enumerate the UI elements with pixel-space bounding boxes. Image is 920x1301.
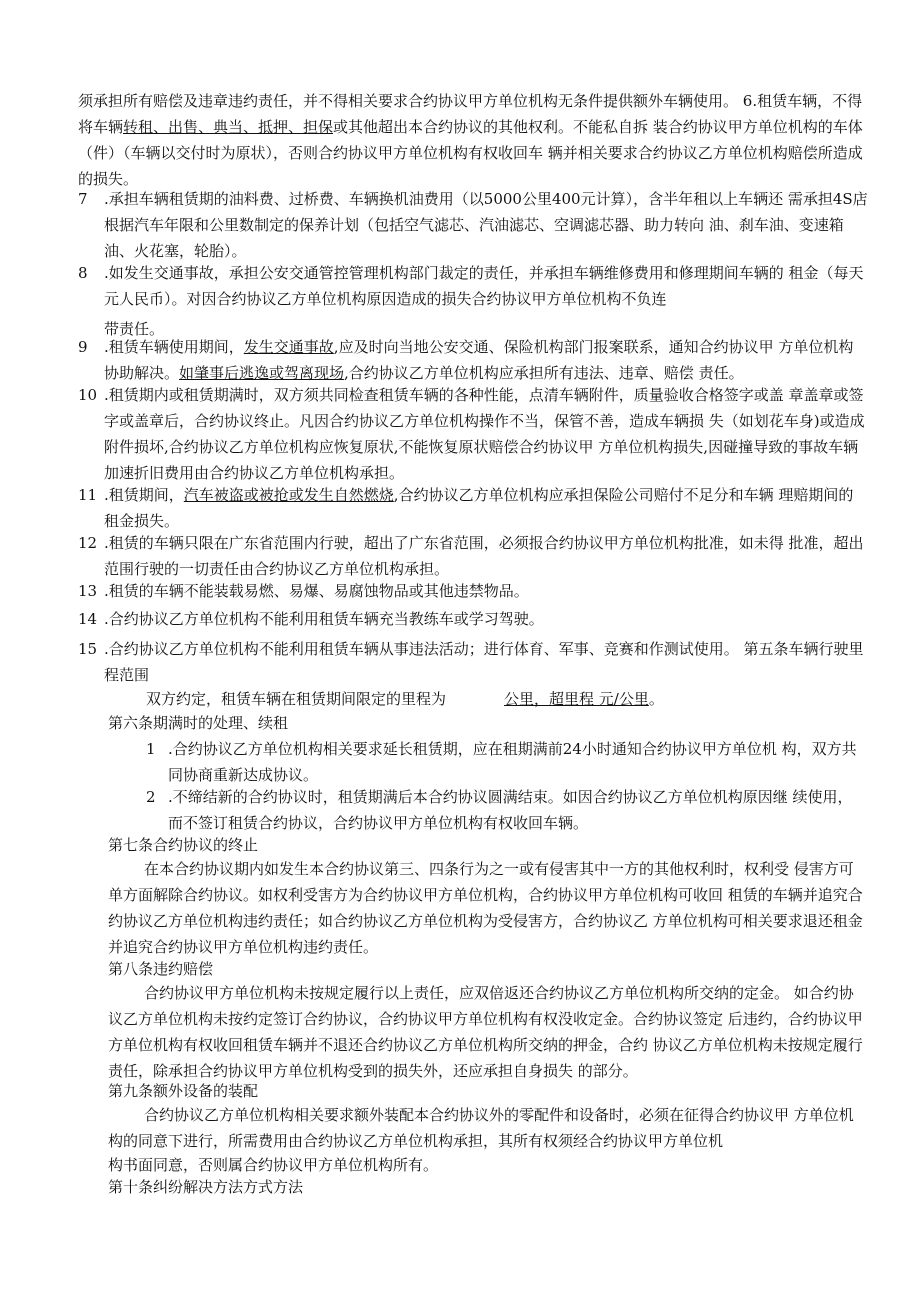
mileage-text: 双方约定，租赁车辆在租赁期间限定的里程为 (146, 690, 447, 708)
clause-item-10 (78, 382, 868, 486)
clause-item-9 (78, 334, 868, 386)
clause-text: .租赁期内或租赁期满时，双方须共同检查租赁车辆的各种性能，点清车辆附件，质量验收合格签字或盖 章盖章或签字或盖章后，合约协议终止。凡因合约协议乙方单位机构操作不当，保管不善，造成车辆损 失（如划花车身)或造成附件损坏,合约协议乙方单位机构应恢复原状,不能恢复原状赔偿合约协议甲 方单位机构损失,因碰撞导致的事故车辆加速折旧费用由合约协议乙方单位机构承担。 (104, 386, 865, 482)
clause-item-8 (78, 260, 868, 342)
intro-paragraph (78, 88, 868, 192)
article-9-body: 合约协议乙方单位机构相关要求额外装配本合约协议外的零配件和设备时，必须在征得合约协议甲 方单位机构的同意下进行，所需费用由合约协议乙方单位机构承担，其所有权须经合约协议甲方单位机 (108, 1106, 854, 1150)
sub-text: .不缔结新的合约协议时，租赁期满后本合约协议圆满结束。如因合约协议乙方单位机构原因继 续使用，而不签订租赁合约协议，合约协议甲方单位机构有权收回车辆。 (168, 788, 853, 832)
clause-text-post: ,合约协议乙方单位机构应承担所有违法、违章、赔偿 责任。 (344, 364, 744, 382)
clause-text-mid: ,应及时向当地公安交通、保险机构部门报案联系，通知合约协议甲 方单位机构协助解决。 (104, 338, 854, 382)
clause-text: .承担车辆租赁期的油料费、过桥费、车辆换机油费用（以5000公里400元计算），含半年租以上车辆还 需承担4S店根据汽车年限和公里数制定的保养计划（包括空气滤芯、汽油滤芯、空调滤芯器、助力转向 油、刹车油、变速箱油、火花塞，轮胎）。 (104, 190, 868, 260)
clause-text (104, 482, 868, 534)
article-6-item-1 (146, 736, 866, 788)
clause-number: 8 (78, 264, 88, 282)
underlined-phrase: 如肇事后逃逸或驾离现场 (179, 364, 345, 382)
clause-text: .合约协议乙方单位机构不能利用租赁车辆充当教练车或学习驾驶。 (104, 610, 544, 628)
clause-text: .租赁的车辆不能装载易燃、易爆、易腐蚀物品或其他违禁物品。 (104, 582, 529, 600)
intro-text-2: 或其他超出本合约协议的其他权利。不能私自拆 装合约协议甲方单位机构的车体（件）（车辆以交付时为原状），否则合约协议甲方单位机构有权收回车 辆并相关要求合约协议乙方单位机构赔偿所造成的损失。 (78, 118, 863, 188)
sub-number: 1 (146, 740, 156, 758)
clause-number: 12 (78, 534, 98, 552)
clause-number: 11 (78, 486, 98, 504)
clause-number: 7 (78, 190, 88, 208)
mileage-blank: 公里，超里程 元/公里 (504, 690, 649, 708)
intro-text-1: 须承担所有赔偿及违章违约责任，并不得相关要求合约协议甲方单位机构无条件提供额外车辆使用。 6.租赁车辆，不得将车辆 (78, 92, 863, 136)
clause-item-7 (78, 186, 868, 264)
clause-text: .合约协议乙方单位机构不能利用租赁车辆从事违法活动；进行体育、军事、竞赛和作测试使用。 第五条车辆行驶里程范围 (104, 640, 864, 684)
clause-item-14 (78, 606, 868, 632)
mileage-end: 。 (648, 690, 664, 708)
article-8-title: 第八条违约赔偿 (108, 960, 214, 978)
clause-text-pre: .租赁期间， (104, 486, 184, 504)
article-10-title: 第十条纠纷解决方法方式方法 (108, 1178, 304, 1196)
article-8-body: 合约协议甲方单位机构未按规定履行以上责任，应双倍返还合约协议乙方单位机构所交纳的定金。 如合约协议乙方单位机构未按约定签订合约协议，合约协议甲方单位机构有权没收定金。合约协议签定 后违约，合约协议甲方单位机构有权收回租赁车辆并不退还合约协议乙方单位机构所交纳的押金，合约 协议乙方单位机构未按规定履行责任，除承担合约协议甲方单位机构受到的损失外，还应承担自身损失 的部分。 (108, 984, 863, 1080)
clause-text: .如发生交通事故，承担公安交通管控管理机构部门裁定的责任，并承担车辆维修费用和修理期间车辆的 租金（每天 元人民币）。对因合约协议乙方单位机构原因造成的损失合约协议甲方单位机构不负连 (104, 264, 864, 308)
sub-number: 2 (146, 788, 156, 806)
underlined-phrase: 汽车被盗或被抢或发生自然燃烧 (183, 486, 394, 504)
mileage-paragraph (146, 686, 866, 712)
article-9-title: 第九条额外设备的装配 (108, 1082, 259, 1100)
clause-text-continued: 带责任。 (104, 320, 165, 338)
article-7-body: 在本合约协议期内如发生本合约协议第三、四条行为之一或有侵害其中一方的其他权利时，权利受 侵害方可单方面解除合约协议。如权利受害方为合约协议甲方单位机构，合约协议甲方单位机构可收回 租赁的车辆并追究合约协议乙方单位机构违约责任；如合约协议乙方单位机构为受侵害方，合约协议乙 方单位机构可相关要求退还租金并追究合约协议甲方单位机构违约责任。 (108, 860, 863, 956)
article-6-item-2 (146, 784, 866, 836)
article-7-title: 第七条合约协议的终止 (108, 836, 259, 854)
clause-number: 14 (78, 610, 98, 628)
clause-number: 15 (78, 640, 98, 658)
intro-underlined-terms: 转租、出售、典当、抵押、担保 (123, 118, 334, 136)
sub-text: .合约协议乙方单位机构相关要求延长租赁期，应在租期满前24小时通知合约协议甲方单位机 构，双方共同协商重新达成协议。 (168, 740, 857, 784)
article-9-body-continued: 构书面同意，否则属合约协议甲方单位机构所有。 (108, 1156, 439, 1174)
clause-text-pre: .租赁车辆使用期间， (104, 338, 244, 356)
clause-item-15 (78, 636, 868, 688)
clause-item-12 (78, 530, 868, 582)
clause-text-post: ,合约协议乙方单位机构应承担保险公司赔付不足分和车辆 理赔期间的租金损失。 (104, 486, 854, 530)
clause-number: 10 (78, 386, 98, 404)
article-6-title: 第六条期满时的处理、续租 (108, 714, 289, 732)
clause-number: 13 (78, 582, 98, 600)
clause-item-11 (78, 482, 868, 534)
clause-item-13 (78, 578, 868, 604)
underlined-phrase: 发生交通事故 (243, 338, 334, 356)
clause-text: .租赁的车辆只限在广东省范围内行驶，超出了广东省范围，必须报合约协议甲方单位机构批准，如未得 批准，超出范围行驶的一切责任由合约协议乙方单位机构承担。 (104, 534, 864, 578)
clause-text (104, 334, 868, 386)
clause-number: 9 (78, 338, 88, 356)
